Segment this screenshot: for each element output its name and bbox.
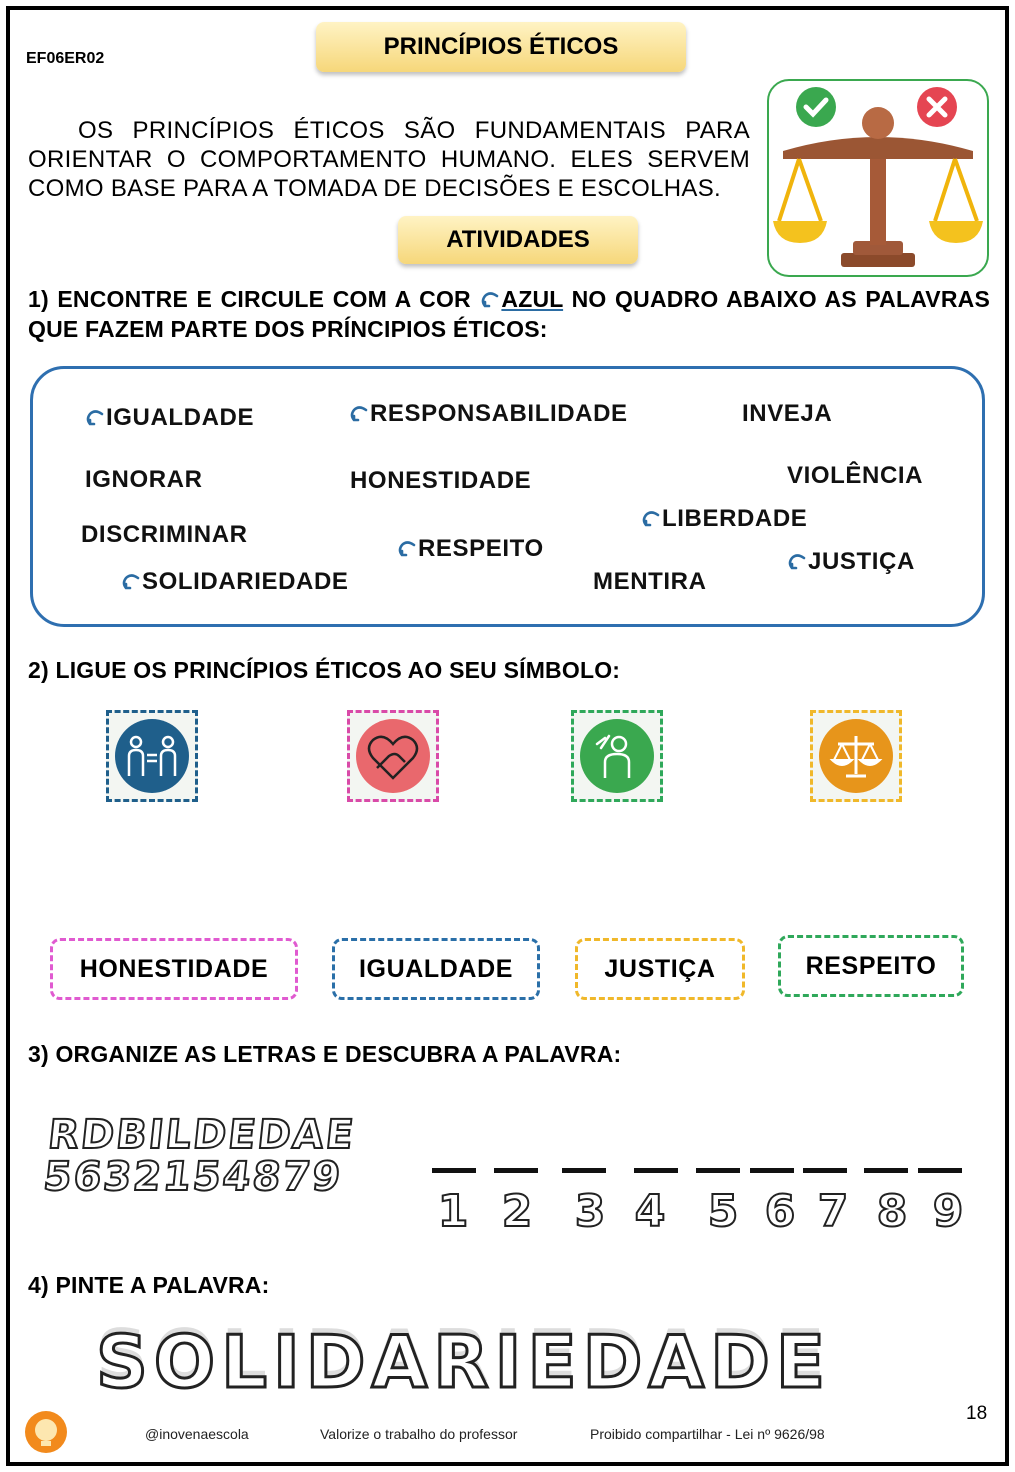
- slot-number: 2: [501, 1186, 535, 1237]
- balance-scale-icon: [769, 81, 987, 275]
- circle-cursor-icon: [348, 405, 370, 425]
- equality-people-icon: [114, 718, 190, 794]
- answer-slot[interactable]: [494, 1168, 538, 1173]
- page-number: 18: [966, 1403, 988, 1424]
- scale-illustration: [767, 79, 989, 277]
- answer-slot[interactable]: [634, 1168, 678, 1173]
- symbol-justice[interactable]: [810, 710, 902, 802]
- word-item[interactable]: MENTIRA: [593, 568, 707, 595]
- justice-scale-icon: [818, 718, 894, 794]
- slot-number: 3: [574, 1186, 608, 1237]
- brand-logo-icon: [24, 1410, 68, 1454]
- heart-hand-icon: [355, 718, 431, 794]
- word-item[interactable]: SOLIDARIEDADE: [120, 568, 348, 596]
- slot-number: 4: [634, 1186, 668, 1237]
- word-item[interactable]: VIOLÊNCIA: [787, 462, 924, 489]
- word-item[interactable]: RESPONSABILIDADE: [348, 400, 628, 428]
- respect-person-icon: [579, 718, 655, 794]
- intro-paragraph: OS PRINCÍPIOS ÉTICOS SÃO FUNDAMENTAIS PARA ORIENTAR O COMPORTAMENTO HUMANO. ELES SERVEM COMO BASE PARA A TOMADA DE DECISÕES E ESCOLHAS.: [28, 117, 750, 202]
- circle-cursor-icon: [479, 291, 501, 311]
- symbol-respect[interactable]: [571, 710, 663, 802]
- symbol-honesty[interactable]: [347, 710, 439, 802]
- answer-slot[interactable]: [803, 1168, 847, 1173]
- slot-number: 7: [817, 1186, 851, 1237]
- activities-heading: ATIVIDADES: [398, 216, 638, 264]
- word-item[interactable]: RESPEITO: [396, 535, 544, 563]
- word-item[interactable]: DISCRIMINAR: [81, 521, 248, 548]
- question-3-prompt: 3) ORGANIZE AS LETRAS E DESCUBRA A PALAVRA:: [28, 1041, 622, 1067]
- label-igualdade[interactable]: IGUALDADE: [332, 938, 540, 1000]
- curriculum-code: EF06ER02: [26, 50, 105, 67]
- label-respeito[interactable]: RESPEITO: [778, 935, 964, 997]
- footer-law: Proibido compartilhar - Lei nº 9626/98: [590, 1426, 825, 1442]
- word-item[interactable]: IGUALDADE: [84, 404, 254, 432]
- footer-valorize: Valorize o trabalho do professor: [320, 1426, 518, 1442]
- label-justica[interactable]: JUSTIÇA: [575, 938, 745, 1000]
- slot-number: 9: [932, 1186, 966, 1237]
- coloring-word[interactable]: SOLIDARIEDADE: [96, 1320, 832, 1404]
- circle-cursor-icon: [396, 540, 418, 560]
- question-4-prompt: 4) PINTE A PALAVRA:: [28, 1272, 270, 1298]
- circle-cursor-icon: [786, 553, 808, 573]
- answer-slot[interactable]: [750, 1168, 794, 1173]
- page-title: PRINCÍPIOS ÉTICOS: [316, 22, 686, 72]
- circle-cursor-icon: [640, 510, 662, 530]
- word-item[interactable]: JUSTIÇA: [786, 548, 915, 576]
- word-item[interactable]: INVEJA: [742, 400, 833, 427]
- word-item[interactable]: HONESTIDADE: [350, 467, 532, 494]
- answer-slot[interactable]: [432, 1168, 476, 1173]
- slot-number: 5: [707, 1186, 741, 1237]
- answer-slot[interactable]: [918, 1168, 962, 1173]
- slot-number: 1: [437, 1186, 471, 1237]
- word-item[interactable]: IGNORAR: [85, 466, 203, 493]
- question-1-prompt: 1) ENCONTRE E CIRCULE COM A COR AZUL NO QUADRO ABAIXO AS PALAVRAS QUE FAZEM PARTE DOS PRÍNCIPIOS ÉTICOS:: [28, 286, 991, 342]
- answer-slot[interactable]: [864, 1168, 908, 1173]
- answer-slot[interactable]: [696, 1168, 740, 1173]
- color-word-azul: AZUL: [501, 286, 564, 312]
- slot-number: 6: [764, 1186, 798, 1237]
- scrambled-letters: RDBILDEDAE 5632154879: [41, 1112, 358, 1200]
- slot-number: 8: [876, 1186, 910, 1237]
- label-honestidade[interactable]: HONESTIDADE: [50, 938, 298, 1000]
- footer-handle: @inovenaescola: [145, 1426, 249, 1442]
- symbol-equality[interactable]: [106, 710, 198, 802]
- circle-cursor-icon: [120, 573, 142, 593]
- word-item[interactable]: LIBERDADE: [640, 505, 807, 533]
- answer-slot[interactable]: [562, 1168, 606, 1173]
- circle-cursor-icon: [84, 409, 106, 429]
- question-2-prompt: 2) LIGUE OS PRINCÍPIOS ÉTICOS AO SEU SÍMBOLO:: [28, 657, 621, 683]
